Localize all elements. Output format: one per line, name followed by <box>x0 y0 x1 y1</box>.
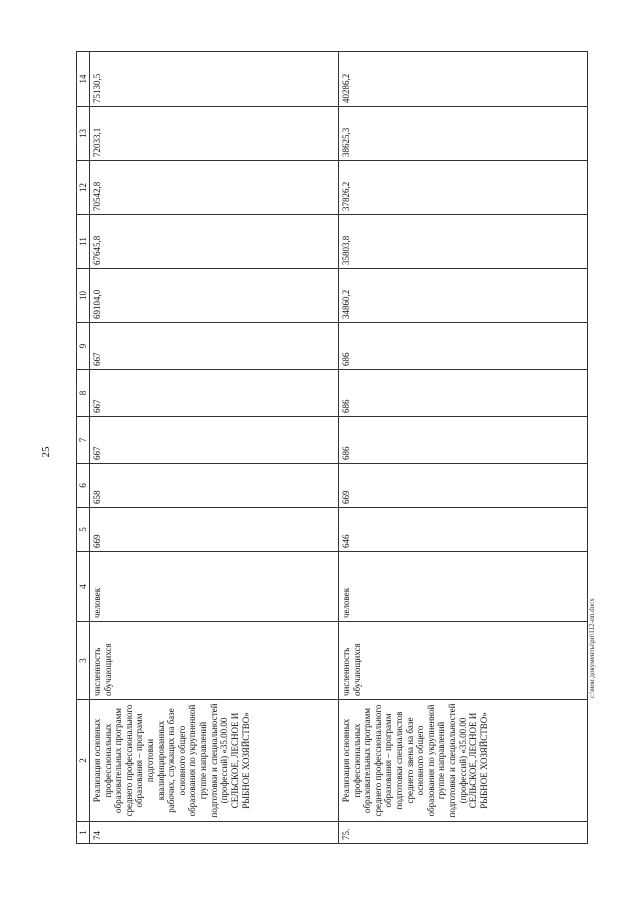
rotated-table-container <box>76 52 588 844</box>
value-cell: 686 <box>339 323 588 370</box>
header-cell: 14 <box>77 52 90 107</box>
header-cell: 2 <box>77 700 90 822</box>
table-row <box>339 52 588 844</box>
row-number: 75. <box>339 822 588 844</box>
budget-table <box>76 51 588 844</box>
header-cell: 10 <box>77 269 90 323</box>
unit: человек <box>339 552 588 622</box>
value-cell: 686 <box>339 417 588 464</box>
value-cell: 38625,3 <box>339 107 588 161</box>
value-cell: 34860,2 <box>339 269 588 323</box>
value-cell: 70542,8 <box>90 161 339 215</box>
service-name: Реализация основных профессиональных образовательных программ среднего профессионального образования – программ подготовки специалистов среднего звена на базе основного общего образования по укрупненной группе направлений подготовки и специальностей (профессий) «35.00.00 СЕЛЬСКОЕ, ЛЕСНОЕ И РЫБНОЕ ХОЗЯЙСТВО» <box>339 700 588 822</box>
value-cell: 72033,1 <box>90 107 339 161</box>
value-cell: 667 <box>90 323 339 370</box>
value-cell: 40286,2 <box>339 52 588 107</box>
value-cell: 667 <box>90 417 339 464</box>
header-cell: 6 <box>77 464 90 508</box>
page-number: 25 <box>40 446 52 458</box>
table-row <box>90 52 339 844</box>
unit: человек <box>90 552 339 622</box>
row-number: 74 <box>90 822 339 844</box>
value-cell: 669 <box>339 464 588 508</box>
file-path-footer: c:\мои документы\рп\112-пп.docx <box>588 598 596 698</box>
value-cell: 667 <box>90 370 339 417</box>
header-cell: 1 <box>77 822 90 844</box>
header-cell: 9 <box>77 323 90 370</box>
value-cell: 67645,8 <box>90 215 339 269</box>
indicator-name: численность обучающихся <box>90 622 339 700</box>
value-cell: 37826,2 <box>339 161 588 215</box>
value-cell: 686 <box>339 370 588 417</box>
header-cell: 11 <box>77 215 90 269</box>
value-cell: 646 <box>339 508 588 552</box>
value-cell: 658 <box>90 464 339 508</box>
header-cell: 12 <box>77 161 90 215</box>
table-header-row <box>77 52 90 844</box>
service-name: Реализация основных профессиональных образовательных программ среднего профессионального образования – программ подготовки квалифицированных рабочих, служащих на базе основного общего образования по укрупненной группе направлений подготовки и специальностей (профессий) «35.00.00 СЕЛЬСКОЕ, ЛЕСНОЕ И РЫБНОЕ ХОЗЯЙСТВО» <box>90 700 339 822</box>
header-cell: 7 <box>77 417 90 464</box>
indicator-name: численность обучающихся <box>339 622 588 700</box>
value-cell: 75130,5 <box>90 52 339 107</box>
header-cell: 13 <box>77 107 90 161</box>
header-cell: 4 <box>77 552 90 622</box>
value-cell: 669 <box>90 508 339 552</box>
header-cell: 3 <box>77 622 90 700</box>
value-cell: 69104,0 <box>90 269 339 323</box>
header-cell: 5 <box>77 508 90 552</box>
header-cell: 8 <box>77 370 90 417</box>
value-cell: 35803,8 <box>339 215 588 269</box>
